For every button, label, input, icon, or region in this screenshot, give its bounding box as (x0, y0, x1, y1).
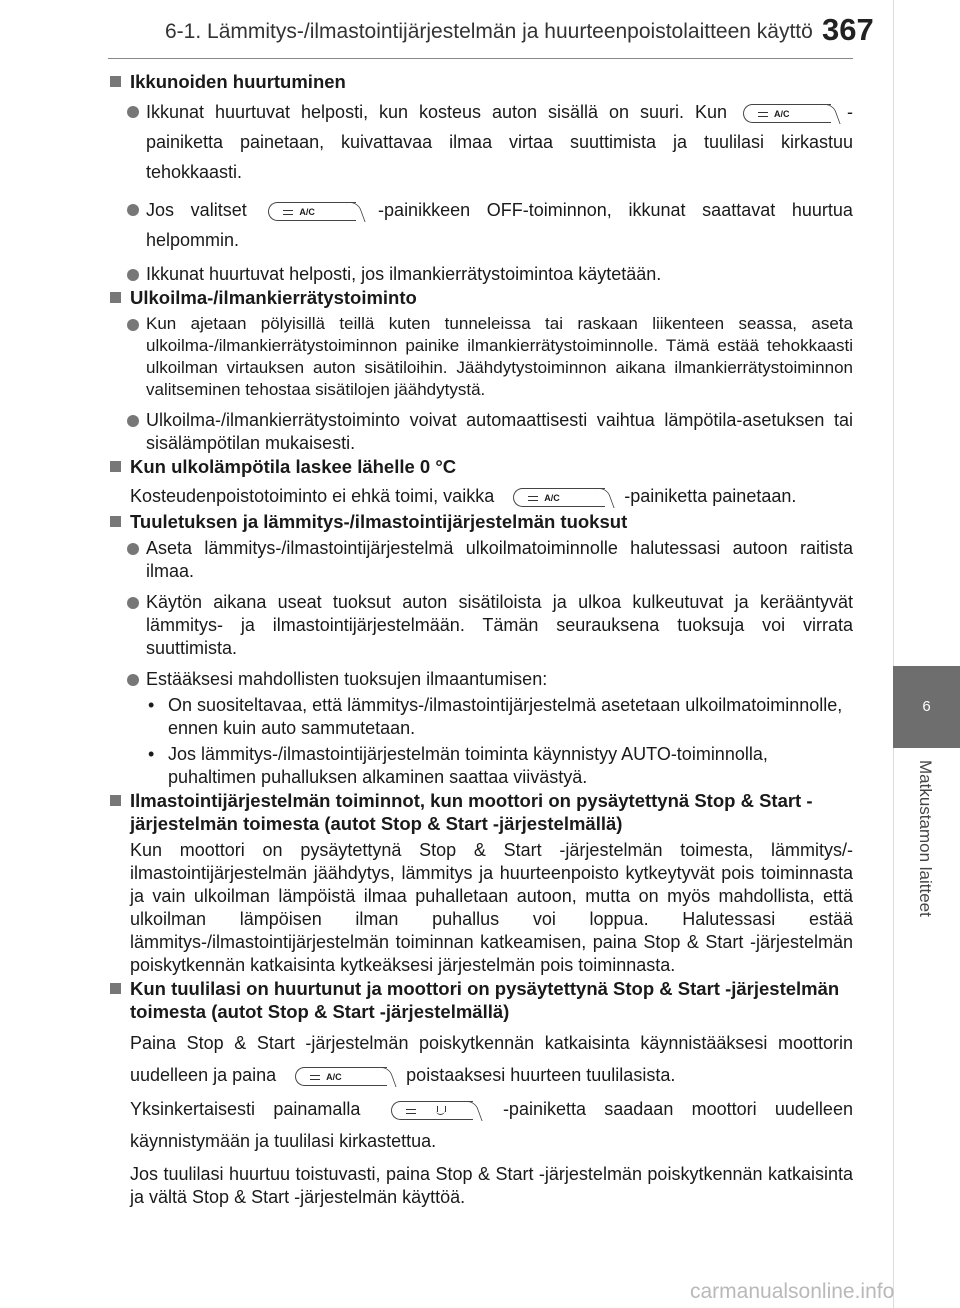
round-bullet-icon (127, 674, 139, 686)
section-paragraph: Yksinkertaisesti painamalla -painiketta saadaan moottori uudelleen käynnistymään ja tuulilasi kirkastettua. (130, 1099, 853, 1151)
section-heading: Ilmastointijärjestelmän toiminnot, kun moottori on pysäytettynä Stop & Start -järjestelmän toimesta (autot Stop & Start -järjestelmällä) (108, 789, 853, 835)
header-divider (108, 58, 853, 59)
list-item: Aseta lämmitys-/ilmastointijärjestelmä ulkoilmatoiminnolle halutessasi autoon raitista ilmaa. (108, 537, 853, 583)
section-heading: Tuuletuksen ja lämmitys-/ilmastointijärjestelmän tuoksut (108, 510, 853, 533)
side-divider (893, 0, 894, 1308)
section-paragraph: Kosteudenpoistotoiminto ei ehkä toimi, vaikka A/C -painiketta painetaan. (130, 486, 797, 506)
ac-button-icon: A/C (268, 202, 356, 221)
small-bullet-icon: • (148, 695, 155, 715)
square-bullet-icon (110, 461, 121, 472)
section-paragraph: Kun moottori on pysäytettynä Stop & Start -järjestelmän toimesta, lämmitys/-ilmastointijärjestelmän jäähdytys, lämmitys ja huurteenpoisto kytkeytyvät pois toiminnasta ja vain ulkoilman lämpöistä ilmaa puhalletaan autoon, mutta on myös mahdollista, että ulkoilman lämpöisen ilman puhallus voi loppua. Halutessasi estää lämmitys-/ilmastointijärjestelmän toiminnan katkeamisen, paina Stop & Start -järjestelmän poiskytkennän katkaisinta kytkeäksesi järjestelmän pois toiminnasta. (130, 840, 853, 975)
square-bullet-icon (110, 76, 121, 87)
list-item: Estääksesi mahdollisten tuoksujen ilmaantumisen: (108, 668, 853, 691)
section-heading: Kun tuulilasi on huurtunut ja moottori on pysäytettynä Stop & Start -järjestelmän toimesta (autot Stop & Start -järjestelmällä) (108, 977, 853, 1023)
list-item: Kun ajetaan pölyisillä teillä kuten tunneleissa tai raskaan liikenteen seassa, aseta ulkoilma-/ilmankierrätystoiminnon painike ilmankierrätystoiminnolle. Tämä estää tehokkaasti ulkoilman virtauksen auton sisätiloihin. Jäähdytystoiminnon aikana ilmankierrätystoiminnon valitseminen tehostaa sisätilojen jäähdytystä. (108, 313, 853, 401)
section-odors (108, 510, 853, 789)
section-recirculation (108, 286, 853, 455)
ac-button-icon: A/C (743, 104, 831, 123)
round-bullet-icon (127, 597, 139, 609)
section-stop-start-windshield (108, 977, 853, 1209)
ac-button-icon: A/C (513, 488, 605, 507)
round-bullet-icon (127, 204, 139, 216)
round-bullet-icon (127, 415, 139, 427)
section-paragraph: Jos tuulilasi huurtuu toistuvasti, paina Stop & Start -järjestelmän poiskytkennän katkaisinta ja vältä Stop & Start -järjestelmän käyttöä. (130, 1164, 853, 1207)
sub-list-item: • Jos lämmitys-/ilmastointijärjestelmän toiminta käynnistyy AUTO-toiminnolla, puhaltimen puhalluksen alkaminen saattaa viivästyä. (148, 744, 768, 787)
section-paragraph: Paina Stop & Start -järjestelmän poiskytkennän katkaisinta käynnistääksesi moottorin uudelleen ja paina A/C poistaaksesi huurteen tuulilasista. (130, 1033, 853, 1085)
round-bullet-icon (127, 319, 139, 331)
list-item: Käytön aikana useat tuoksut auton sisätiloista ja ulkoa kulkeutuvat ja kerääntyvät lämmitys- ja ilmastointijärjestelmään. Tämän seurauksena tuoksuja voi virrata suuttimista. (108, 591, 853, 660)
section-low-temperature (108, 455, 853, 510)
square-bullet-icon (110, 292, 121, 303)
ac-button-icon: A/C (295, 1067, 387, 1086)
page-header (0, 0, 960, 60)
small-bullet-icon: • (148, 744, 155, 764)
section-stop-start-ac (108, 789, 853, 977)
section-heading: Ulkoilma-/ilmankierrätystoiminto (108, 286, 853, 309)
section-window-fogging (108, 70, 853, 286)
list-item: Ulkoilma-/ilmankierrätystoiminto voivat automaattisesti vaihtua lämpötila-asetuksen tai sisälämpötilan mukaisesti. (108, 409, 853, 455)
square-bullet-icon (110, 516, 121, 527)
round-bullet-icon (127, 106, 139, 118)
list-item: Ikkunat huurtuvat helposti, jos ilmankierrätystoimintoa käytetään. (108, 263, 853, 286)
page-number: 367 (822, 12, 874, 47)
chapter-title: 6-1. Lämmitys-/ilmastointijärjestelmän ja huurteenpoistolaitteen käyttö (165, 20, 813, 43)
round-bullet-icon (127, 543, 139, 555)
list-item: Ikkunat huurtuvat helposti, kun kosteus auton sisällä on suuri. Kun A/C -painiketta painetaan, kuivattavaa ilmaa virtaa suuttimista ja tuulilasi kirkastuu tehokkaasti. (108, 97, 853, 187)
sub-list-item: • On suositeltavaa, että lämmitys-/ilmastointijärjestelmä asetetaan ulkoilmatoiminnolle, ennen kuin auto sammutetaan. (148, 695, 843, 738)
square-bullet-icon (110, 983, 121, 994)
square-bullet-icon (110, 795, 121, 806)
chapter-tab-label: Matkustamon laitteet (916, 760, 935, 917)
watermark: carmanualsonline.info (690, 1280, 895, 1303)
list-item: Jos valitset A/C -painikkeen OFF-toiminnon, ikkunat saattavat huurtua helpommin. (108, 195, 853, 255)
chapter-tab[interactable]: 6 (893, 666, 960, 748)
section-heading: Kun ulkolämpötila laskee lähelle 0 °C (108, 455, 853, 478)
defroster-button-icon (391, 1101, 473, 1120)
page-content (108, 70, 853, 1209)
round-bullet-icon (127, 269, 139, 281)
section-heading: Ikkunoiden huurtuminen (108, 70, 853, 93)
